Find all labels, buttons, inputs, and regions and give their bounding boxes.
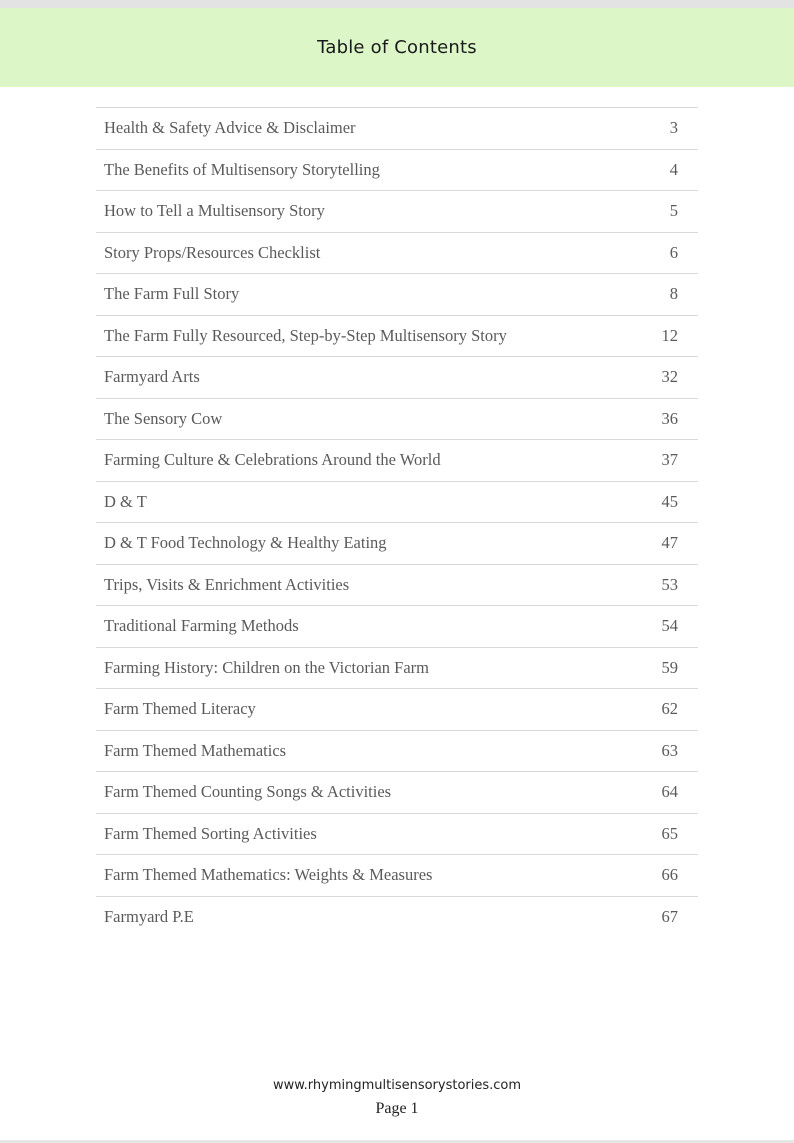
toc-row [96,523,698,565]
toc-entry-page: 54 [661,616,678,636]
toc-entry-title: How to Tell a Multisensory Story [104,201,325,221]
toc-row [96,897,698,939]
toc-entry-title: D & T [104,491,147,511]
header-banner [0,8,794,87]
toc-entry-title: Traditional Farming Methods [104,616,299,636]
toc-entry-title: Health & Safety Advice & Disclaimer [104,118,356,138]
footer-page-number: Page 1 [375,1100,419,1117]
toc-entry-title: The Farm Full Story [104,284,240,304]
toc-entry-title: Farming Culture & Celebrations Around the World [104,450,441,470]
top-border [0,0,794,8]
toc-row [96,855,698,897]
toc-entry-page: 62 [661,699,678,719]
toc-row [96,814,698,856]
toc-row [96,648,698,690]
toc-entry-page: 3 [669,118,678,138]
toc-entry-title: D & T Food Technology & Healthy Eating [104,533,387,553]
toc-entry-title: The Sensory Cow [104,408,223,428]
page-title: Table of Contents [317,37,477,58]
toc-entry-page: 37 [661,450,678,470]
toc-entry-page: 65 [661,823,678,843]
toc-entry-page: 67 [661,907,678,927]
toc-entry-page: 64 [661,782,678,802]
toc-entry-title: The Benefits of Multisensory Storytelling [104,159,380,179]
toc-row [96,772,698,814]
toc-entry-title: Farmyard P.E [104,907,194,927]
toc-entry-page: 59 [661,657,678,677]
toc-entry-page: 4 [669,159,678,179]
toc-entry-page: 63 [661,740,678,760]
toc-entry-title: The Farm Fully Resourced, Step-by-Step Multisensory Story [104,325,507,345]
toc-entry-title: Farm Themed Counting Songs & Activities [104,782,392,802]
toc-entry-title: Farm Themed Sorting Activities [104,823,317,843]
toc-row [96,274,698,316]
toc-row [96,316,698,358]
toc-entry-page: 53 [661,574,678,594]
toc-row [96,731,698,773]
toc-entry-page: 32 [661,367,678,387]
toc-row [96,399,698,441]
toc-entry-page: 5 [669,201,678,221]
toc-row [96,108,698,150]
toc-entry-title: Farming History: Children on the Victorian Farm [104,657,429,677]
toc-entry-title: Trips, Visits & Enrichment Activities [104,574,350,594]
toc-entry-page: 45 [661,491,678,511]
toc-row [96,150,698,192]
toc-entry-page: 8 [669,284,678,304]
toc-entry-title: Farm Themed Mathematics [104,740,287,760]
toc-row [96,689,698,731]
toc-row [96,606,698,648]
toc-row [96,440,698,482]
toc-entry-page: 66 [661,865,678,885]
table-of-contents [96,107,698,938]
toc-row [96,565,698,607]
toc-entry-title: Farmyard Arts [104,367,200,387]
toc-entry-title: Farm Themed Literacy [104,699,256,719]
toc-entry-title: Farm Themed Mathematics: Weights & Measures [104,865,433,885]
toc-entry-title: Story Props/Resources Checklist [104,242,321,262]
toc-entry-page: 47 [661,533,678,553]
toc-row [96,357,698,399]
toc-entry-page: 6 [669,242,678,262]
toc-row [96,482,698,524]
toc-entry-page: 36 [661,408,678,428]
toc-entry-page: 12 [661,325,678,345]
toc-row [96,191,698,233]
toc-row [96,233,698,275]
footer-url: www.rhymingmultisensorystories.com [272,1078,522,1093]
